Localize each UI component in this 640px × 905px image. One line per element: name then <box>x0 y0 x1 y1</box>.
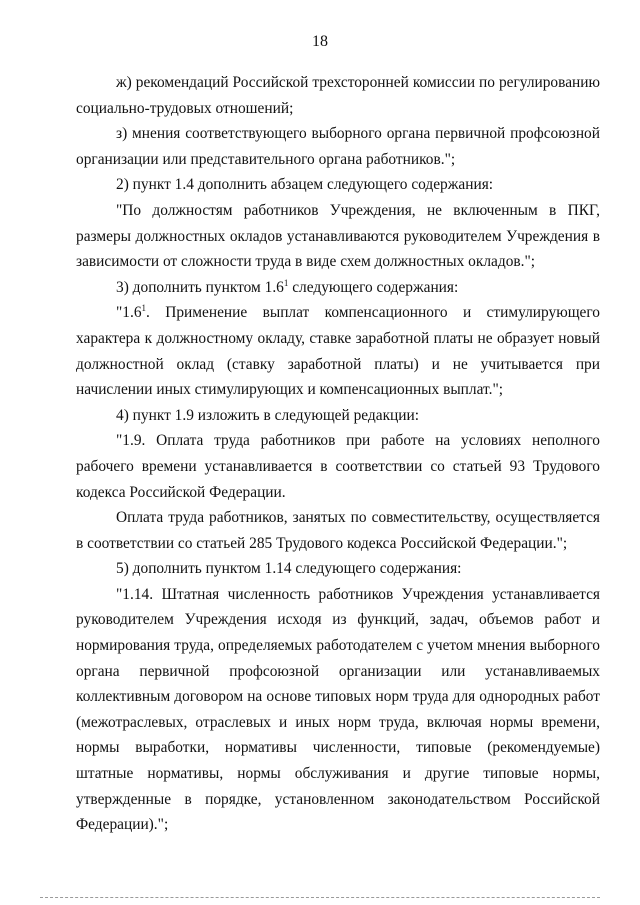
paragraph-1-6-1-text <box>76 300 600 402</box>
paragraph-1-14-text: "1.14. Штатная численность работников Учреждения устанавливается руководителем Учреждения исходя из функций, задач, объемов работ и нормирования труда, определяемых работодателем с учетом мнения выборного органа первичной профсоюзной организации или устанавливаемых коллективным договором на основе типовых норм труда для однородных работ (межотраслевых, отраслевых и иных норм труда, включая нормы времени, нормы выработки, нормативы численности, типовые (рекомендуемые) штатные нормативы, нормы обслуживания и другие типовые нормы, утвержденные в порядке, установленном законодательством Российской Федерации)."; <box>76 585 600 834</box>
paragraph-item-3 <box>76 275 600 301</box>
paragraph-item-3-before: 3) дополнить пунктом 1.6 <box>116 278 284 296</box>
paragraph-item-4: 4) пункт 1.9 изложить в следующей редакции: <box>116 406 420 424</box>
paragraph-1-9-text: "1.9. Оплата труда работников при работе на условиях неполного рабочего времени устанавливается в соответствии со статьей 93 Трудового кодекса Российской Федерации. <box>76 432 600 501</box>
paragraph-zh: ж) рекомендаций Российской трехсторонней комиссии по регулированию социально-трудовых отношений; <box>76 74 600 117</box>
paragraph-1-6-1-before: "1.6 <box>116 304 142 322</box>
scan-bottom-edge <box>40 897 600 899</box>
superscript-1: 1 <box>141 303 147 314</box>
page-number: 18 <box>312 33 328 50</box>
superscript-1: 1 <box>283 277 289 288</box>
paragraph-item-3-after: следующего содержания: <box>288 278 459 296</box>
document-body <box>76 70 600 838</box>
paragraph-1-6-1-after: . Применение выплат компенсационного и стимулирующего характера к должностному окладу, ставке заработной платы не образует новый должностной оклад (ставку заработной платы) и не учитывается при начислении иных стимулирующих и компенсационных выплат."; <box>76 304 600 399</box>
paragraph-z: з) мнения соответствующего выборного органа первичной профсоюзной организации или представительного органа работников."; <box>76 125 600 168</box>
paragraph-1-4-text: "По должностям работников Учреждения, не включенным в ПКГ, размеры должностных окладов устанавливаются руководителем Учреждения в зависимости от сложности труда в виде схем должностных окладов."; <box>76 201 600 271</box>
paragraph-1-9-part-2: Оплата труда работников, занятых по совместительству, осуществляется в соответствии со статьей 285 Трудового кодекса Российской Федерации."; <box>76 509 600 552</box>
paragraph-item-5: 5) дополнить пунктом 1.14 следующего содержания: <box>116 560 462 578</box>
paragraph-item-2: 2) пункт 1.4 дополнить абзацем следующего содержания: <box>116 176 494 194</box>
